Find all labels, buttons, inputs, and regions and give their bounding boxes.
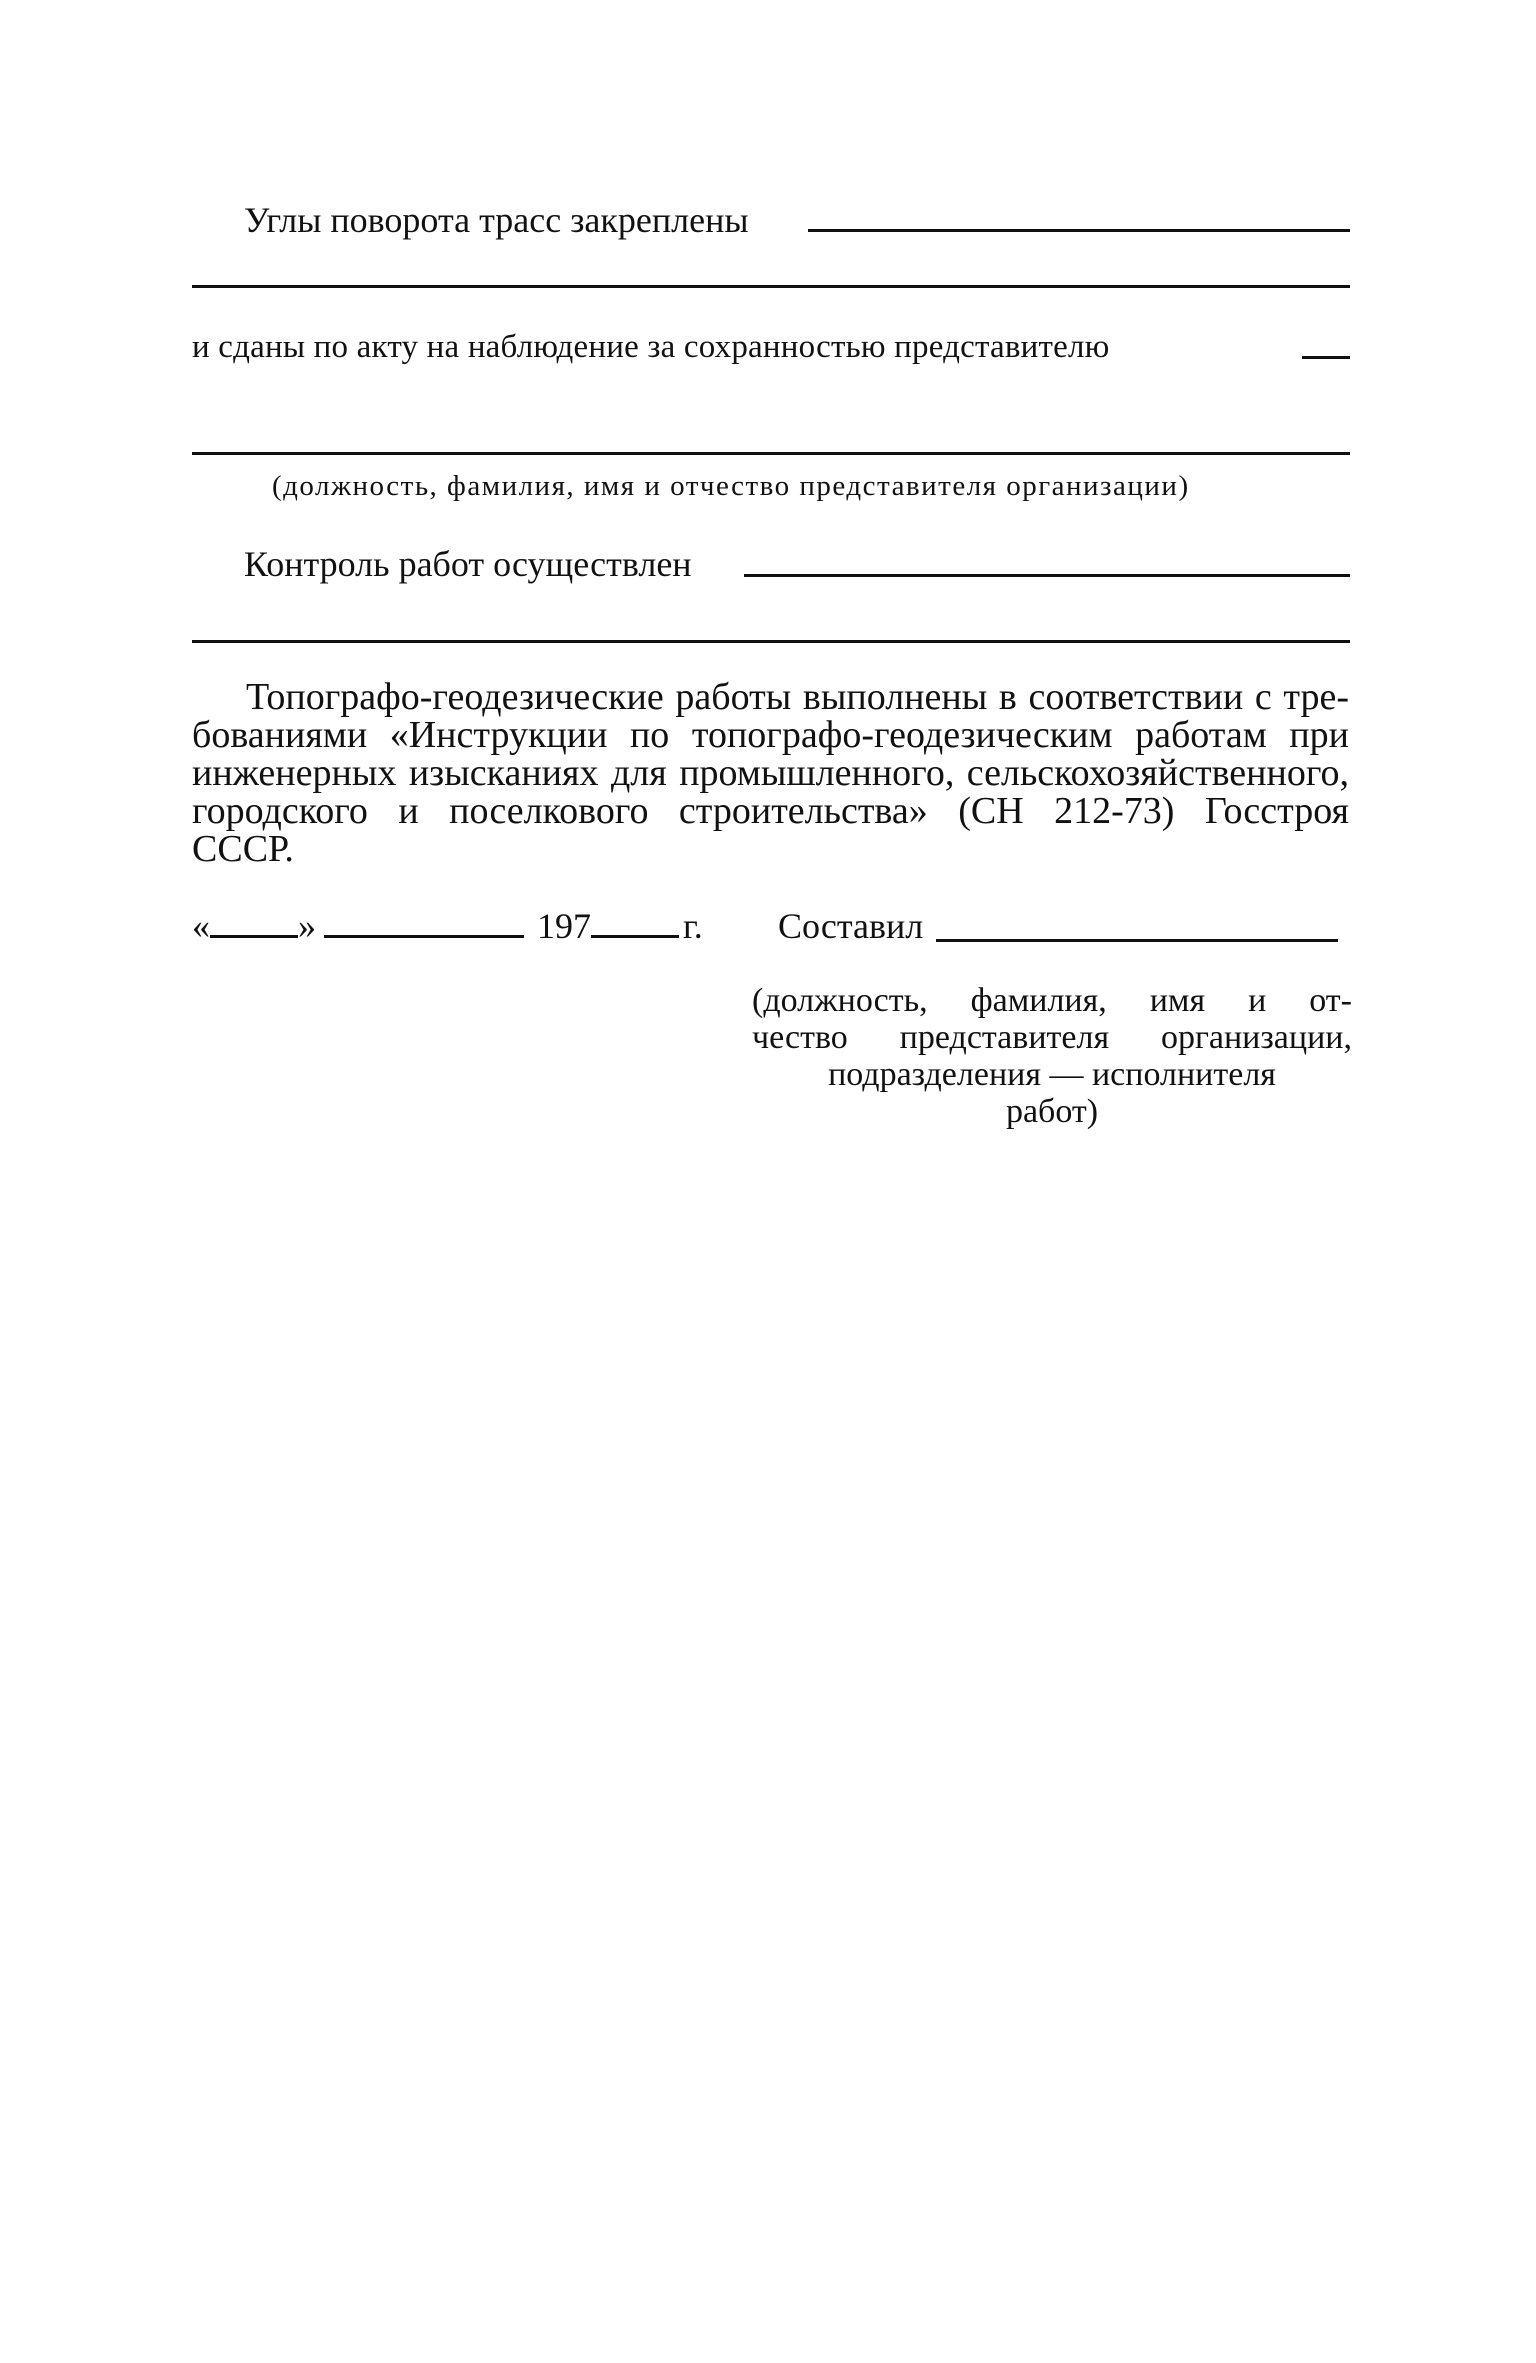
month-blank[interactable]: [324, 911, 524, 938]
compiler-caption-line: (должность, фамилия, имя и от-: [752, 982, 1352, 1019]
date-close-quote: »: [298, 906, 316, 946]
day-blank[interactable]: [210, 911, 298, 938]
handover-label: и сданы по акту на наблюдение за сохранностью представителю: [192, 329, 1110, 365]
compiler-caption-line: работ): [1005, 1093, 1099, 1130]
handover-fill-line[interactable]: [1302, 356, 1350, 359]
compiler-caption-line: чество представителя организации,: [752, 1019, 1352, 1056]
representative-caption: (должность, фамилия, имя и отчество представителя организации): [272, 470, 1190, 502]
compiler-caption-line: подразделения — исполнителя: [828, 1056, 1276, 1093]
angles-fill-line[interactable]: [808, 229, 1350, 232]
compliance-line: бованиями «Инструкции по топографо-геодезическим работам при: [192, 714, 1349, 756]
compliance-line: городского и поселкового строительства» (СН 212-73) Госстроя: [192, 790, 1349, 832]
compliance-paragraph: [192, 678, 1349, 868]
control-fill-line[interactable]: [744, 574, 1350, 577]
compiler-caption: [752, 982, 1352, 1130]
compiled-label: Составил: [778, 906, 924, 946]
angles-continuation-line[interactable]: [192, 285, 1350, 288]
date-row: [192, 906, 703, 946]
compiled-fill-line[interactable]: [936, 939, 1338, 942]
year-blank[interactable]: [591, 911, 679, 938]
angles-label: Углы поворота трасс закреплены: [244, 200, 749, 240]
compliance-line: инженерных изысканиях для промышленного, сельскохозяйственного,: [192, 752, 1349, 794]
compliance-line: СССР.: [192, 828, 294, 870]
year-prefix: 197: [537, 906, 591, 946]
compliance-line: Топографо-геодезические работы выполнены в соответствии с тре-: [246, 676, 1349, 718]
date-open-quote: «: [192, 906, 210, 946]
year-suffix: г.: [683, 906, 703, 946]
control-label: Контроль работ осуществлен: [244, 544, 692, 584]
control-continuation-line[interactable]: [192, 640, 1350, 643]
representative-line[interactable]: [192, 452, 1350, 455]
